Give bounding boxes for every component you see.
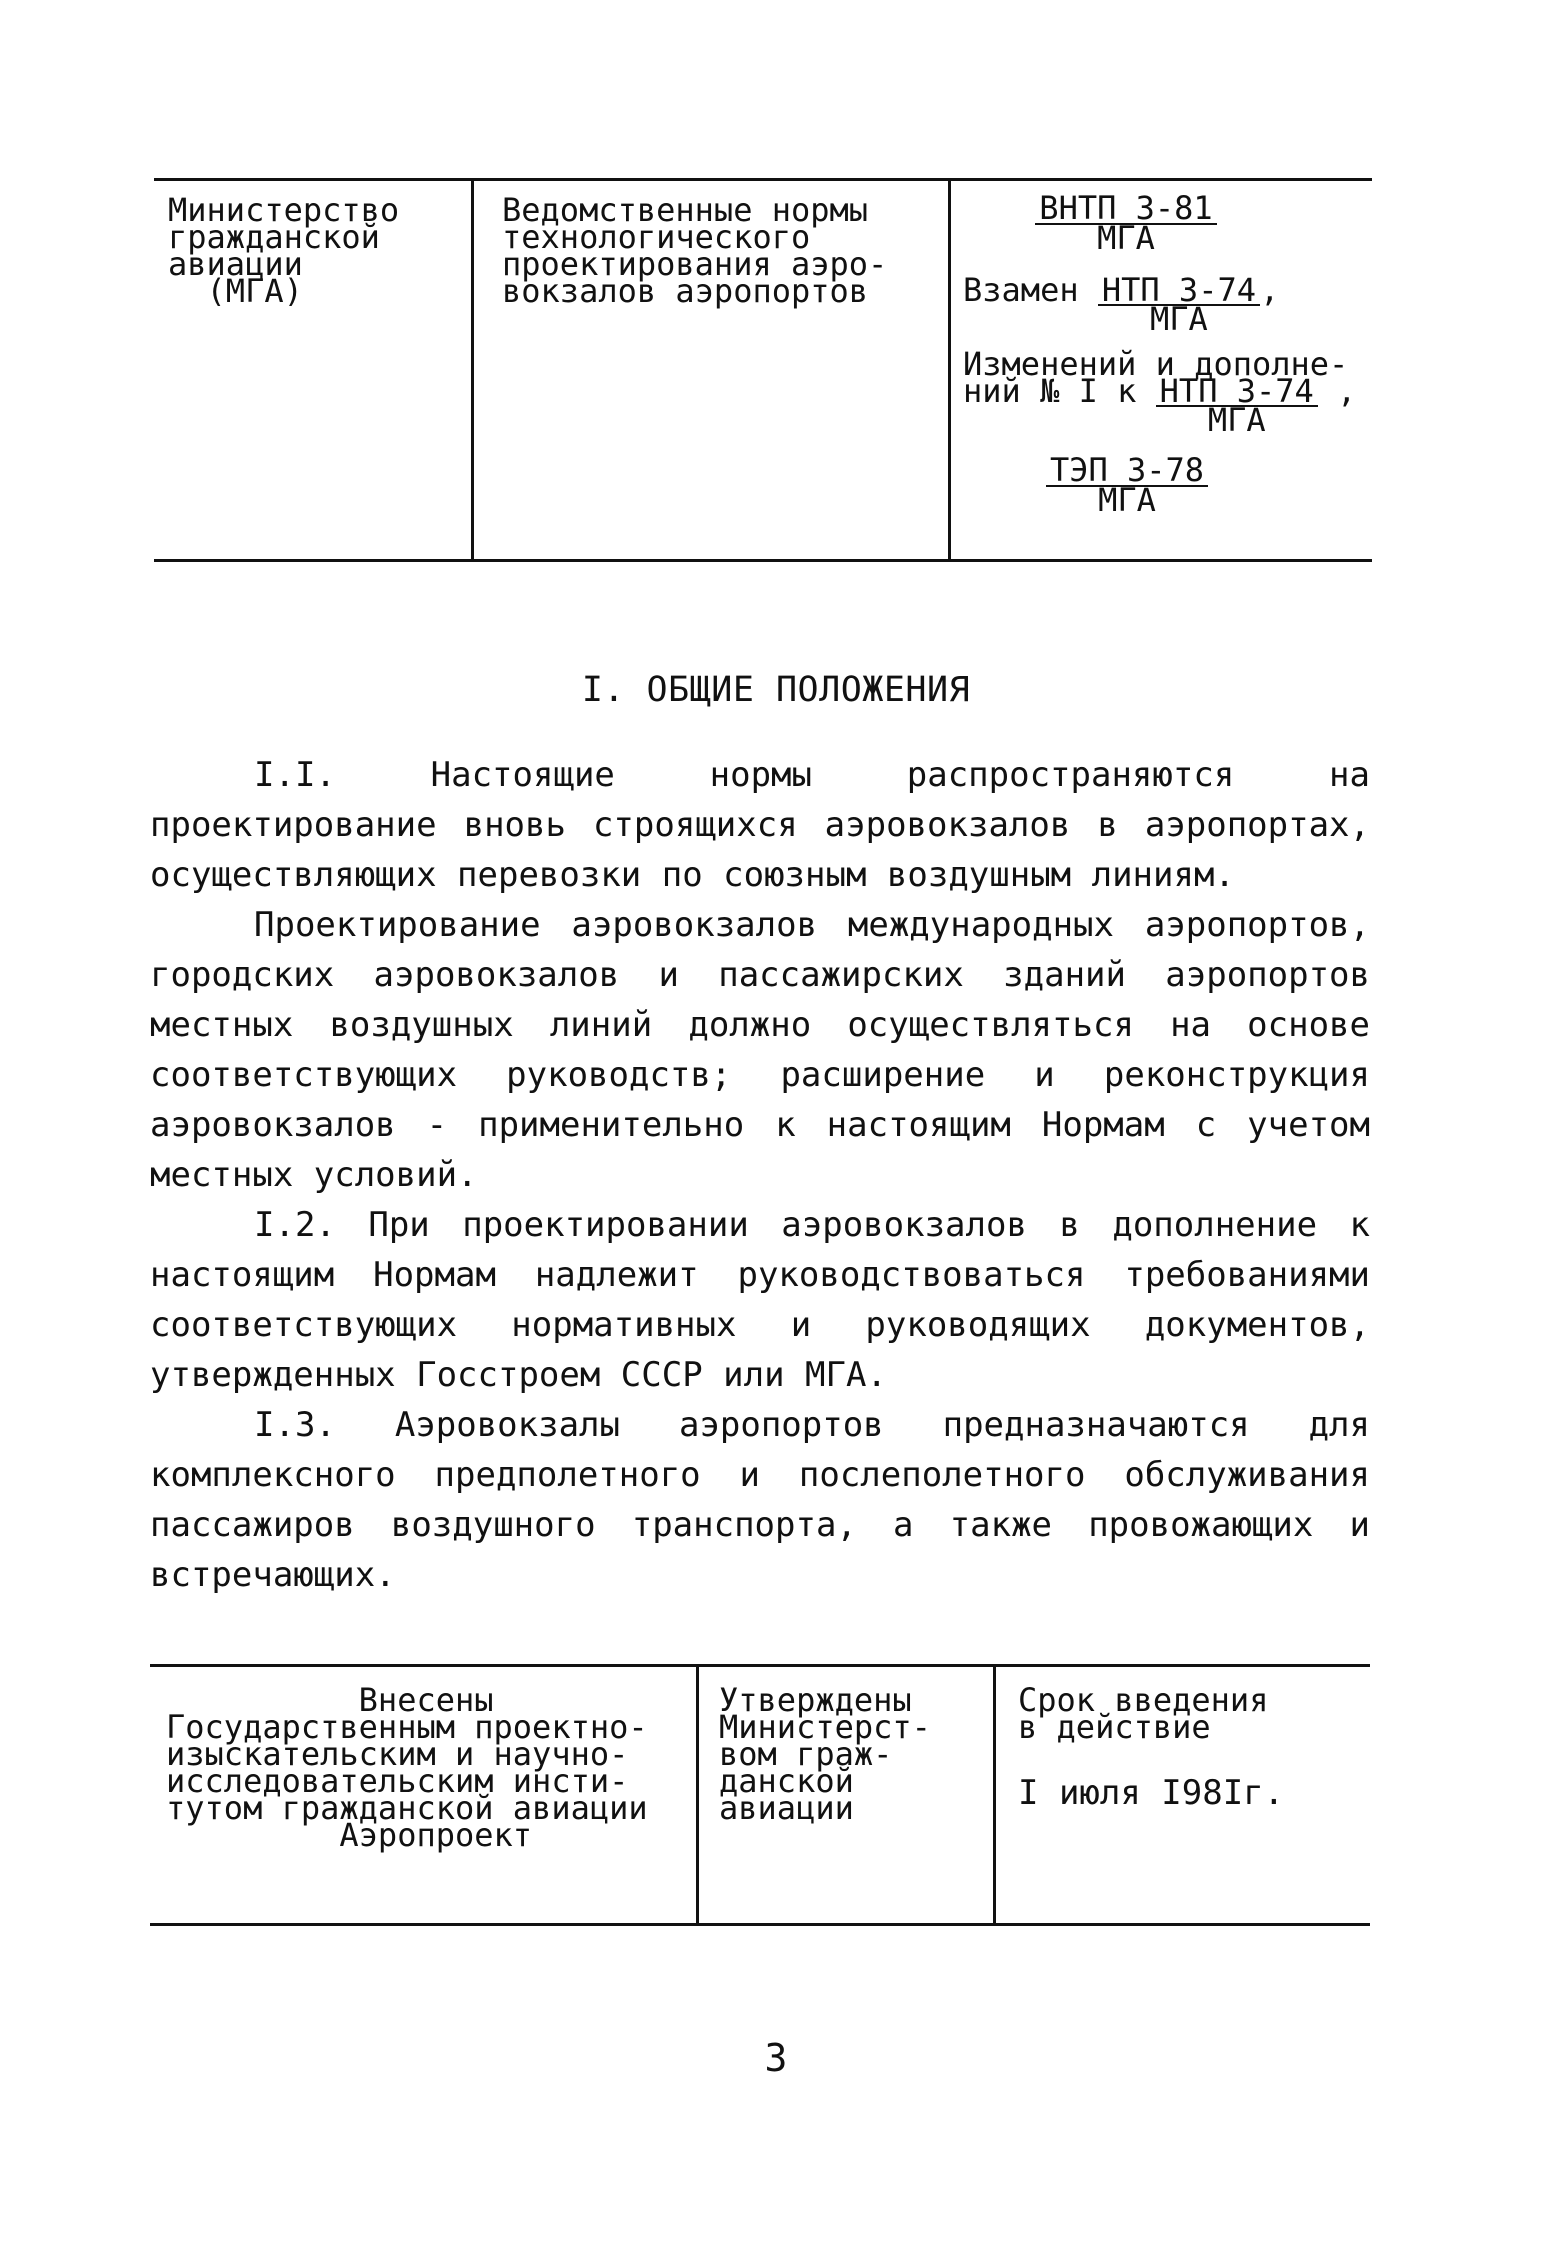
changes-line-1: Изменений и дополне- xyxy=(963,345,1349,383)
header-title-cell xyxy=(471,181,948,559)
document-code-issuer: МГА xyxy=(1097,219,1155,257)
replaces-code: НТП 3-74 xyxy=(1098,277,1260,306)
header-ministry-cell xyxy=(154,181,468,559)
page-number: 3 xyxy=(764,2036,788,2080)
document-code-number: ВНТП 3-81 xyxy=(1035,195,1216,225)
document-code xyxy=(1011,189,1241,257)
header-code-cell xyxy=(948,181,1375,559)
tep-code-issuer: МГА xyxy=(1098,481,1156,519)
replaces-issuer: МГА xyxy=(1150,300,1208,338)
changes-code: НТП 3-74 xyxy=(1156,378,1318,407)
paragraph-1-2: I.2. При проектировании аэровокзалов в дополнение к настоящим Нормам надлежит руководствоваться требованиями соответствующих нормативных и руководящих документов, утвержденных Госстроем СССР или МГА. xyxy=(150,1205,1370,1395)
tep-code xyxy=(1027,451,1227,519)
effective-date-label: Срок введения в действие xyxy=(1018,1681,1269,1746)
changes-prefix: ний № I к xyxy=(963,372,1156,410)
section-title: I. ОБЩИЕ ПОЛОЖЕНИЯ xyxy=(581,670,971,710)
ministry-name: Министерство гражданской авиации (МГА) xyxy=(168,191,400,310)
tep-code-number: ТЭП 3-78 xyxy=(1046,457,1208,487)
paragraph-1-1: I.I. Настоящие нормы распространяются на проектирование вновь строящихся аэровокзалов в аэропортах, осуществляющих перевозки по союзным воздушным линиям. xyxy=(150,755,1370,895)
effective-date: I июля I98Iг. xyxy=(1018,1773,1285,1813)
replaces-line xyxy=(963,271,1280,338)
norms-title: Ведомственные нормы технологического проектирования аэро- вокзалов аэропортов xyxy=(502,191,888,310)
paragraph-1-1-cont: Проектирование аэровокзалов международных аэропортов, городских аэровокзалов и пассажирских зданий аэропортов местных воздушных линий должно осуществляться на основе соответствующих руководств; расширение и реконструкция аэровокзалов - применительно к настоящим Нормам с учетом местных условий. xyxy=(150,905,1370,1195)
introduced-by: Внесены Государственным проектно- изыскательским и научно- исследовательским инсти- тутом гражданской авиации Аэропроект xyxy=(166,1681,648,1854)
approved-by-cell xyxy=(696,1667,993,1923)
paragraph-1-3: I.3. Аэровокзалы аэропортов предназначаются для комплексного предполетного и послеполетного обслуживания пассажиров воздушного транспорта, а также провожающих и встречающих. xyxy=(150,1405,1370,1595)
document-header-table xyxy=(154,178,1372,562)
introduced-by-cell xyxy=(150,1667,694,1923)
body-text xyxy=(150,750,1370,1600)
approved-by: Утверждены Министерст- вом граж- данской авиации xyxy=(719,1681,931,1827)
effective-date-cell xyxy=(993,1667,1373,1923)
replaces-prefix: Взамен xyxy=(963,271,1098,309)
changes-line-2 xyxy=(963,372,1357,439)
replaces-suffix: , xyxy=(1259,271,1280,309)
changes-suffix: , xyxy=(1317,372,1357,410)
document-footer-table xyxy=(150,1664,1370,1926)
changes-issuer: МГА xyxy=(1207,401,1266,439)
